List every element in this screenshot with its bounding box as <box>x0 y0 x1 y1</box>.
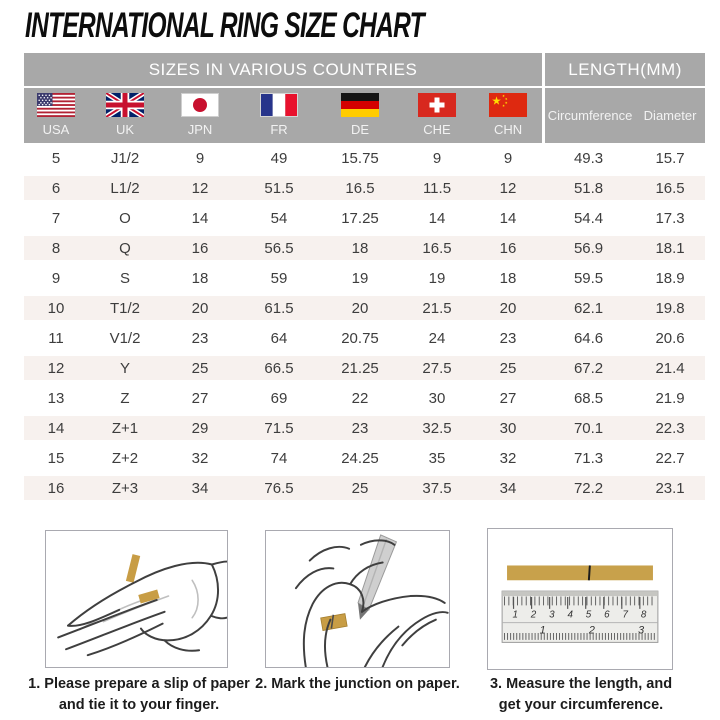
hand-with-paper-slip-drawing <box>46 531 227 667</box>
size-cell: 19.8 <box>635 293 705 323</box>
column-header-jpn <box>162 88 238 143</box>
size-cell: 22 <box>320 383 400 413</box>
size-cell: 51.5 <box>238 173 320 203</box>
column-label-usa: USA <box>42 122 70 137</box>
size-cell: Z+1 <box>88 413 162 443</box>
size-cell: 32.5 <box>400 413 474 443</box>
size-cell: 74 <box>238 443 320 473</box>
table-row <box>24 173 705 203</box>
size-cell: 61.5 <box>238 293 320 323</box>
size-cell: 15.7 <box>635 143 705 173</box>
size-cell: 35 <box>400 443 474 473</box>
ring-size-table-body <box>24 143 705 503</box>
size-cell: 17.3 <box>635 203 705 233</box>
size-cell: 27.5 <box>400 353 474 383</box>
size-cell: 54.4 <box>542 203 635 233</box>
svg-text:8: 8 <box>640 609 647 621</box>
size-cell: S <box>88 263 162 293</box>
instruction-1-caption <box>8 674 270 716</box>
size-cell: 18 <box>474 263 542 293</box>
table-row <box>24 293 705 323</box>
column-header-chn <box>474 88 542 143</box>
column-label-jpn: JPN <box>187 122 213 137</box>
size-cell: 12 <box>24 353 88 383</box>
size-cell: 9 <box>162 143 238 173</box>
size-cell: 64.6 <box>542 323 635 353</box>
size-cell: 54 <box>238 203 320 233</box>
size-cell: 21.9 <box>635 383 705 413</box>
svg-text:7: 7 <box>622 609 628 621</box>
size-cell: 20.6 <box>635 323 705 353</box>
size-cell: 20 <box>162 293 238 323</box>
size-cell: 12 <box>474 173 542 203</box>
size-cell: 29 <box>162 413 238 443</box>
size-cell: 20.75 <box>320 323 400 353</box>
size-cell: 27 <box>162 383 238 413</box>
size-cell: 23.1 <box>635 473 705 503</box>
size-cell: 24.25 <box>320 443 400 473</box>
size-cell: 22.3 <box>635 413 705 443</box>
size-cell: Z <box>88 383 162 413</box>
size-cell: 16 <box>24 473 88 503</box>
size-cell: 19 <box>400 263 474 293</box>
svg-text:6: 6 <box>604 609 610 621</box>
table-row <box>24 443 705 473</box>
column-header-de <box>320 88 400 143</box>
size-cell: 56.5 <box>238 233 320 263</box>
size-cell: 14 <box>24 413 88 443</box>
ruler-drawing <box>488 529 672 669</box>
size-cell: 23 <box>320 413 400 443</box>
size-cell: 25 <box>474 353 542 383</box>
size-cell: 27 <box>474 383 542 413</box>
column-header-uk <box>88 88 162 143</box>
size-cell: Q <box>88 233 162 263</box>
size-cell: 71.5 <box>238 413 320 443</box>
japan-flag-icon <box>181 93 219 117</box>
uk-flag-icon <box>106 93 144 117</box>
column-header-circumference: Circumference <box>542 88 635 143</box>
size-cell: 69 <box>238 383 320 413</box>
table-row <box>24 353 705 383</box>
instruction-1-line-2: and tie it to your finger. <box>58 697 220 713</box>
size-cell: 18 <box>320 233 400 263</box>
size-cell: 30 <box>474 413 542 443</box>
size-cell: 10 <box>24 293 88 323</box>
size-cell: 18.9 <box>635 263 705 293</box>
mark-line <box>589 565 590 580</box>
column-header-row <box>24 88 705 143</box>
size-cell: 14 <box>162 203 238 233</box>
size-cell: 24 <box>400 323 474 353</box>
column-header-usa <box>24 88 88 143</box>
size-cell: Z+3 <box>88 473 162 503</box>
paper-slip <box>126 554 140 583</box>
column-label-che: CHE <box>423 122 451 137</box>
size-cell: 72.2 <box>542 473 635 503</box>
column-header-che <box>400 88 474 143</box>
section-header-row <box>24 53 705 88</box>
instruction-2-caption <box>240 674 475 695</box>
table-row <box>24 203 705 233</box>
page-title: INTERNATIONAL RING SIZE CHART <box>25 6 424 45</box>
table-row <box>24 263 705 293</box>
column-label-uk: UK <box>115 122 135 137</box>
instruction-3-line-1: 3. Measure the length, and <box>489 676 673 692</box>
size-cell: 22.7 <box>635 443 705 473</box>
size-cell: 16.5 <box>635 173 705 203</box>
size-cell: 25 <box>320 473 400 503</box>
sizes-section-header: SIZES IN VARIOUS COUNTRIES <box>24 53 542 88</box>
size-cell: Y <box>88 353 162 383</box>
column-header-diameter: Diameter <box>635 88 705 143</box>
size-cell: 11.5 <box>400 173 474 203</box>
size-cell: V1/2 <box>88 323 162 353</box>
svg-text:4: 4 <box>567 609 573 621</box>
size-cell: 23 <box>474 323 542 353</box>
size-cell: 76.5 <box>238 473 320 503</box>
size-cell: 51.8 <box>542 173 635 203</box>
size-cell: 15 <box>24 443 88 473</box>
mark-junction-drawing <box>266 531 449 667</box>
germany-flag-icon <box>341 93 379 117</box>
table-row <box>24 383 705 413</box>
size-cell: 25 <box>162 353 238 383</box>
column-label-fr: FR <box>270 122 288 137</box>
size-cell: 7 <box>24 203 88 233</box>
instruction-2-line-1: 2. Mark the junction on paper. <box>255 676 460 692</box>
instruction-1-illustration <box>45 530 228 668</box>
size-cell: 12 <box>162 173 238 203</box>
size-cell: 20 <box>474 293 542 323</box>
size-cell: 49 <box>238 143 320 173</box>
size-cell: 16 <box>474 233 542 263</box>
size-cell: T1/2 <box>88 293 162 323</box>
svg-text:2: 2 <box>530 609 537 621</box>
table-row <box>24 143 705 173</box>
instruction-3-illustration <box>487 528 673 670</box>
switzerland-flag-icon <box>418 93 456 117</box>
size-cell: 56.9 <box>542 233 635 263</box>
size-cell: 64 <box>238 323 320 353</box>
size-cell: 14 <box>474 203 542 233</box>
column-label-chn: CHN <box>493 122 523 137</box>
column-label-de: DE <box>350 122 370 137</box>
size-cell: 71.3 <box>542 443 635 473</box>
size-cell: 16.5 <box>400 233 474 263</box>
svg-text:5: 5 <box>585 609 592 621</box>
size-cell: 18.1 <box>635 233 705 263</box>
size-cell: Z+2 <box>88 443 162 473</box>
size-cell: 34 <box>474 473 542 503</box>
size-cell: 11 <box>24 323 88 353</box>
svg-text:1: 1 <box>512 609 518 621</box>
size-cell: 16.5 <box>320 173 400 203</box>
usa-flag-icon <box>37 93 75 117</box>
size-cell: 70.1 <box>542 413 635 443</box>
size-cell: 34 <box>162 473 238 503</box>
svg-text:1: 1 <box>539 624 546 637</box>
france-flag-icon <box>260 93 298 117</box>
size-cell: 8 <box>24 233 88 263</box>
length-section-header: LENGTH(MM) <box>542 53 705 88</box>
size-cell: 21.25 <box>320 353 400 383</box>
table-row <box>24 233 705 263</box>
size-cell: O <box>88 203 162 233</box>
size-cell: 9 <box>474 143 542 173</box>
size-cell: 19 <box>320 263 400 293</box>
table-row <box>24 473 705 503</box>
instruction-1-line-1: 1. Please prepare a slip of paper <box>28 676 250 692</box>
size-cell: 9 <box>24 263 88 293</box>
size-cell: 59 <box>238 263 320 293</box>
size-cell: 32 <box>474 443 542 473</box>
size-cell: 9 <box>400 143 474 173</box>
size-cell: 17.25 <box>320 203 400 233</box>
instruction-3-line-2: get your circumference. <box>498 697 664 713</box>
size-cell: 21.5 <box>400 293 474 323</box>
china-flag-icon <box>489 93 527 117</box>
size-cell: 14 <box>400 203 474 233</box>
size-cell: 67.2 <box>542 353 635 383</box>
ring-size-table <box>24 53 705 503</box>
size-cell: 18 <box>162 263 238 293</box>
size-cell: 49.3 <box>542 143 635 173</box>
size-cell: 20 <box>320 293 400 323</box>
instruction-3-caption <box>468 674 694 716</box>
size-cell: 16 <box>162 233 238 263</box>
size-cell: 30 <box>400 383 474 413</box>
size-cell: 15.75 <box>320 143 400 173</box>
size-cell: 59.5 <box>542 263 635 293</box>
paper-strip <box>507 565 653 580</box>
size-cell: 68.5 <box>542 383 635 413</box>
instruction-2-illustration <box>265 530 450 668</box>
size-cell: 6 <box>24 173 88 203</box>
svg-text:2: 2 <box>588 624 595 637</box>
size-cell: 21.4 <box>635 353 705 383</box>
paper-band <box>138 590 159 604</box>
size-cell: L1/2 <box>88 173 162 203</box>
column-header-fr <box>238 88 320 143</box>
size-cell: 5 <box>24 143 88 173</box>
size-cell: 37.5 <box>400 473 474 503</box>
size-cell: 23 <box>162 323 238 353</box>
size-cell: J1/2 <box>88 143 162 173</box>
svg-text:3: 3 <box>549 609 555 621</box>
size-cell: 66.5 <box>238 353 320 383</box>
svg-text:3: 3 <box>638 624 645 637</box>
table-row <box>24 413 705 443</box>
size-cell: 13 <box>24 383 88 413</box>
size-cell: 62.1 <box>542 293 635 323</box>
size-cell: 32 <box>162 443 238 473</box>
table-row <box>24 323 705 353</box>
